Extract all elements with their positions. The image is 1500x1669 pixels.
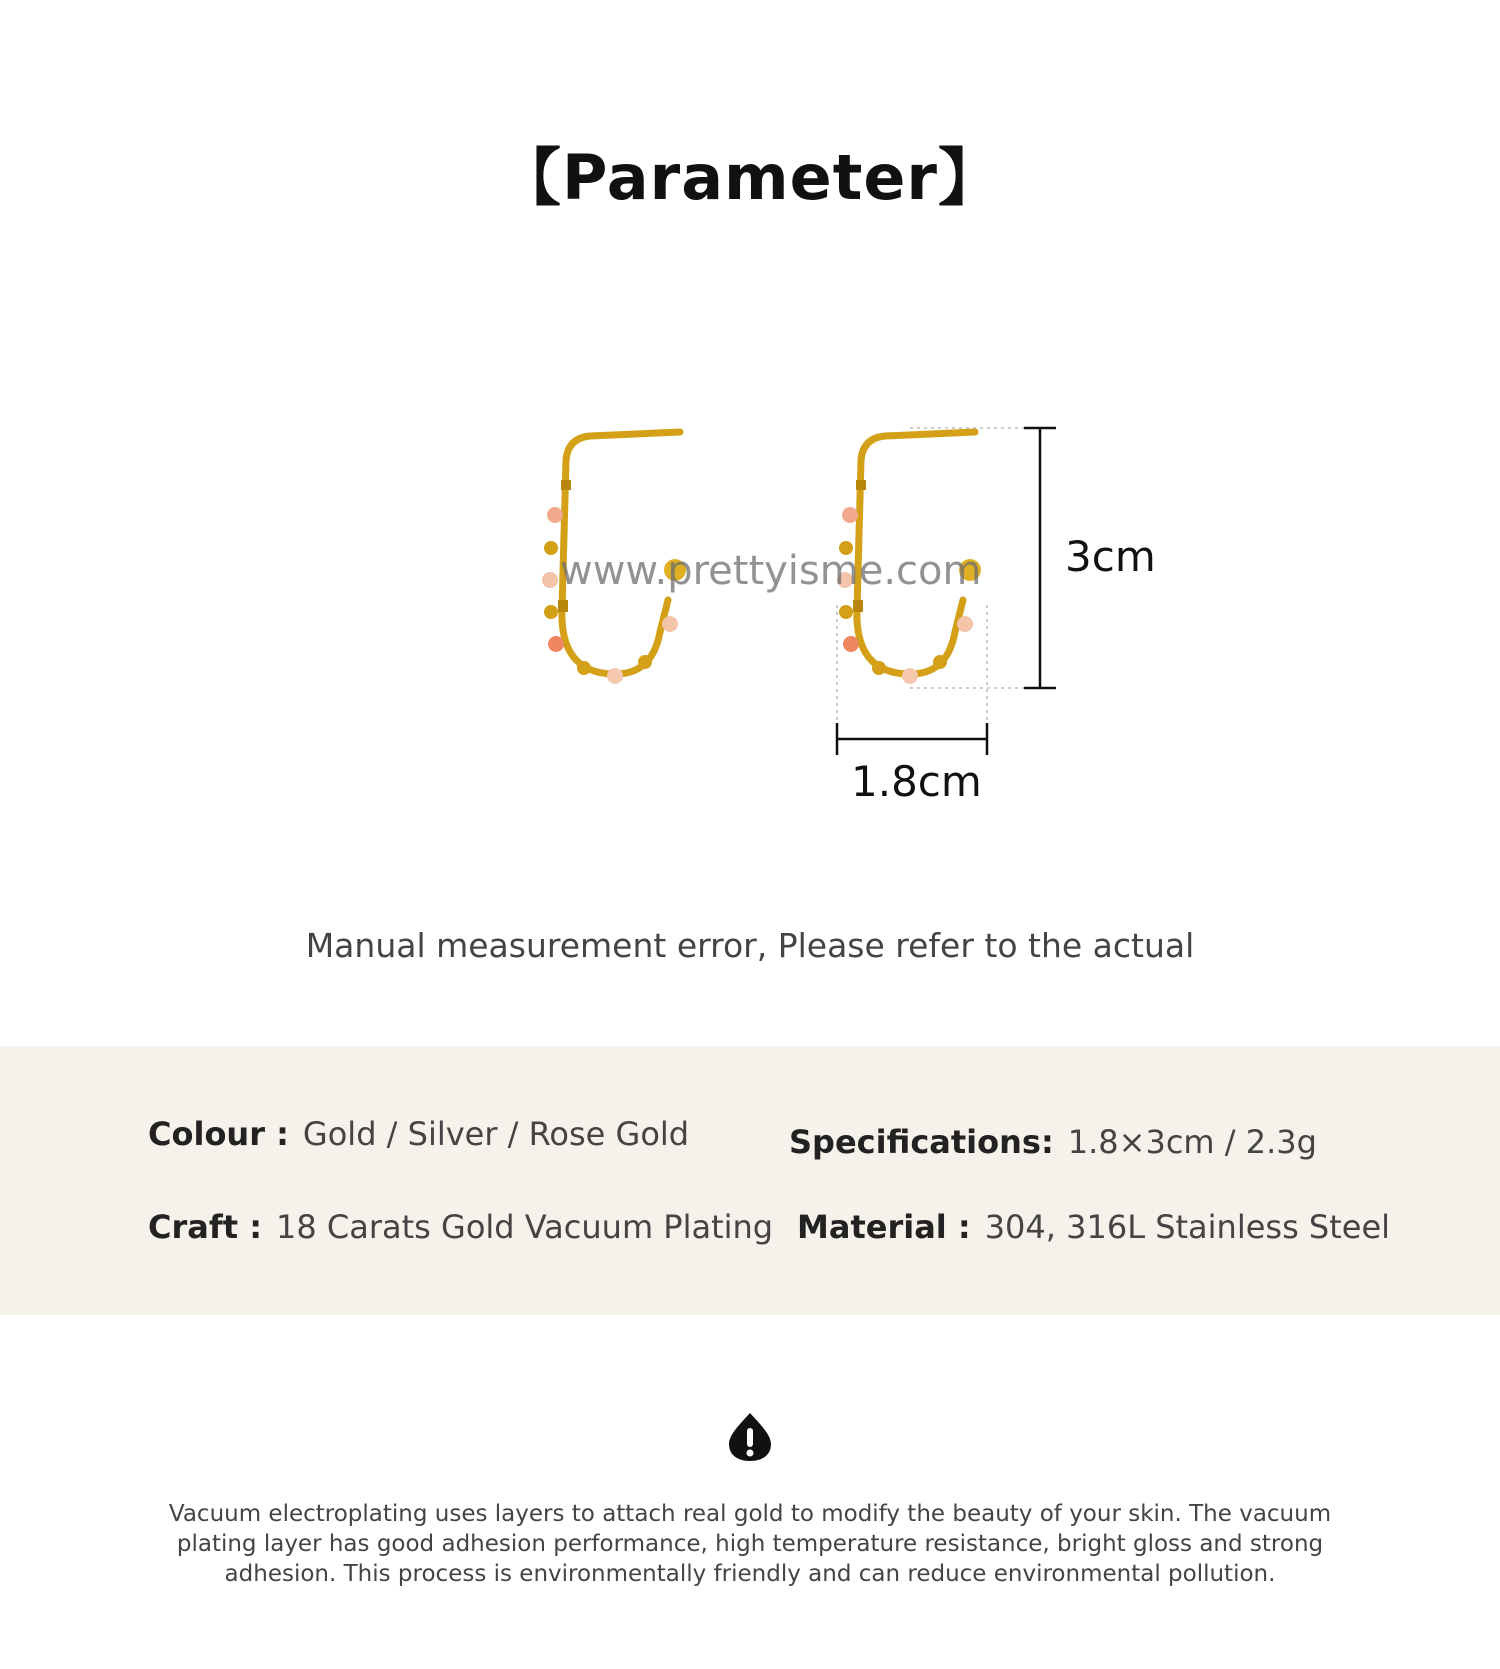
spec-craft xyxy=(148,1208,773,1246)
spec-label: Colour : xyxy=(148,1115,289,1153)
width-dimension xyxy=(837,723,987,755)
spec-label: Material : xyxy=(797,1208,971,1246)
spec-colour xyxy=(148,1115,689,1153)
height-dimension xyxy=(1024,428,1056,688)
spec-label: Craft : xyxy=(148,1208,263,1246)
footer-text: Vacuum electroplating uses layers to attach real gold to modify the beauty of your skin. The vacuum plating layer has good adhesion performance, high temperature resistance, bright gloss and strong adhesion. This process is environmentally friendly and can reduce environmental pollution. xyxy=(168,1501,1332,1587)
spec-specifications xyxy=(789,1123,1317,1161)
height-label: 3cm xyxy=(1065,532,1156,581)
spec-value: 1.8×3cm / 2.3g xyxy=(1067,1123,1317,1161)
measurement-note: Manual measurement error, Please refer to the actual xyxy=(305,926,1195,965)
spec-label: Specifications: xyxy=(789,1123,1054,1161)
spec-material xyxy=(797,1208,1390,1246)
watermark: www.prettyisme.com xyxy=(560,548,982,594)
spec-value: 304, 316L Stainless Steel xyxy=(984,1208,1391,1246)
page-title: 【Parameter】 xyxy=(499,141,1001,214)
exclamation-icon xyxy=(727,1411,773,1463)
spec-value: 18 Carats Gold Vacuum Plating xyxy=(276,1208,774,1246)
spec-panel xyxy=(0,1046,1500,1315)
width-label: 1.8cm xyxy=(851,757,982,806)
spec-value: Gold / Silver / Rose Gold xyxy=(302,1115,690,1153)
